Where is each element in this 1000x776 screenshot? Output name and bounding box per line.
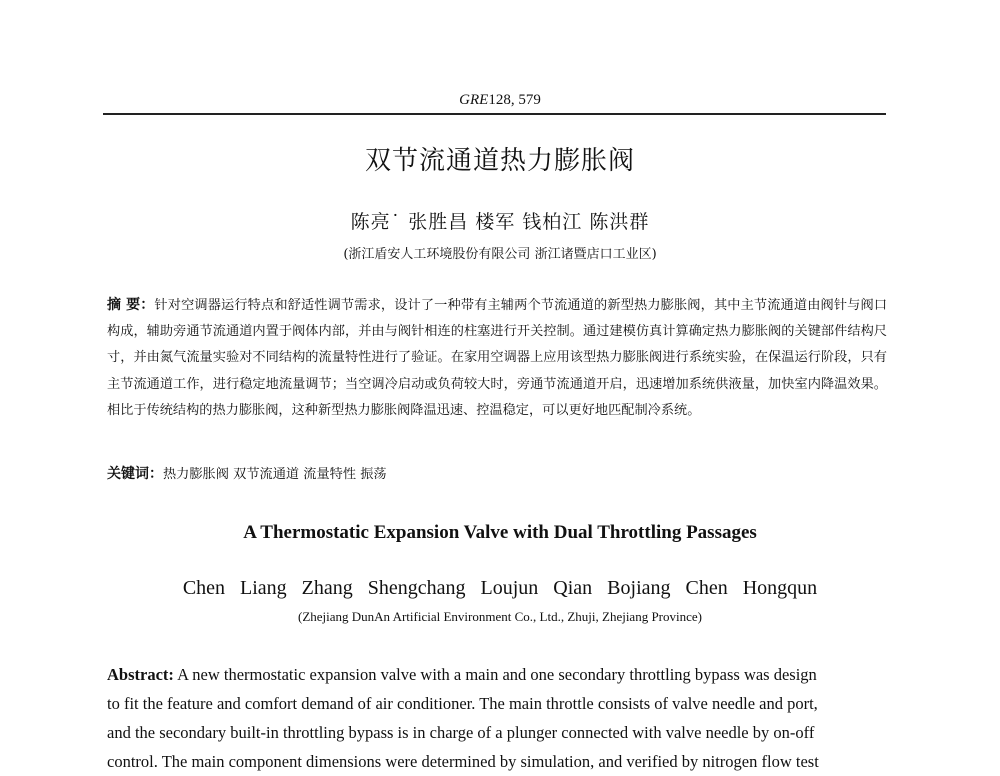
chinese-title: 双节流通道热力膨胀阀 (364, 146, 635, 176)
chinese-abstract (107, 292, 887, 424)
english-abstract-label: Abstract: (107, 665, 174, 684)
english-affiliation: (Zhejiang DunAn Artificial Environment Co., Ltd., Zhuji, Zhejiang Province) (298, 609, 702, 624)
english-abstract-line: Abstract: A new thermostatic expansion valve with a main and one secondary throttling bypass was design (107, 665, 817, 684)
header-rule (103, 113, 886, 115)
english-authors: Chen Liang Zhang Shengchang Loujun Qian Bojiang Chen Hongqun (182, 577, 818, 599)
english-abstract (107, 660, 887, 776)
journal-code-number: 128, 579 (488, 92, 541, 108)
english-abstract-line: control. The main component dimensions were determined by simulation, and verified by nitrogen flow test (107, 752, 819, 771)
chinese-abstract-text: 针对空调器运行特点和舒适性调节需求，设计了一种带有主辅两个节流通道的新型热力膨胀阀，其中主节流通道由阀针与阀口构成，辅助旁通节流通道内置于阀体内部，并由与阀针相连的柱塞进行开关控制。通过建模仿真计算确定热力膨胀阀的关键部件结构尺寸，并由氮气流量实验对不同结构的流量特性进行了验证。在家用空调器上应用该型热力膨胀阀进行系统实验，在保温运行阶段，只有主节流通道工作，进行稳定地流量调节；当空调冷启动或负荷较大时，旁通节流通道开启，迅速增加系统供液量，加快室内降温效果。相比于传统结构的热力膨胀阀，这种新型热力膨胀阀降温迅速、控温稳定，可以更好地匹配制冷系统。 (107, 298, 888, 418)
journal-code-prefix: GRE (459, 92, 489, 108)
english-abstract-line: to fit the feature and comfort demand of air conditioner. The main throttle consists of valve needle and port, (107, 694, 818, 713)
chinese-abstract-label: 摘 要： (107, 297, 155, 313)
journal-code (0, 92, 1000, 109)
chinese-affiliation: (浙江盾安人工环境股份有限公司 浙江诸暨店口工业区) (343, 247, 657, 262)
chinese-keywords-text: 热力膨胀阀 双节流通道 流量特性 振荡 (163, 467, 387, 482)
english-abstract-line: and the secondary built-in throttling bypass is in charge of a plunger connected with valve needle by on-off (107, 723, 815, 742)
chinese-keywords-label: 关键词： (107, 466, 163, 482)
chinese-authors: 陈亮˙ 张胜昌 楼军 钱柏江 陈洪群 (350, 211, 650, 233)
english-title: A Thermostatic Expansion Valve with Dual Throttling Passages (243, 522, 757, 543)
chinese-keywords (107, 463, 887, 483)
